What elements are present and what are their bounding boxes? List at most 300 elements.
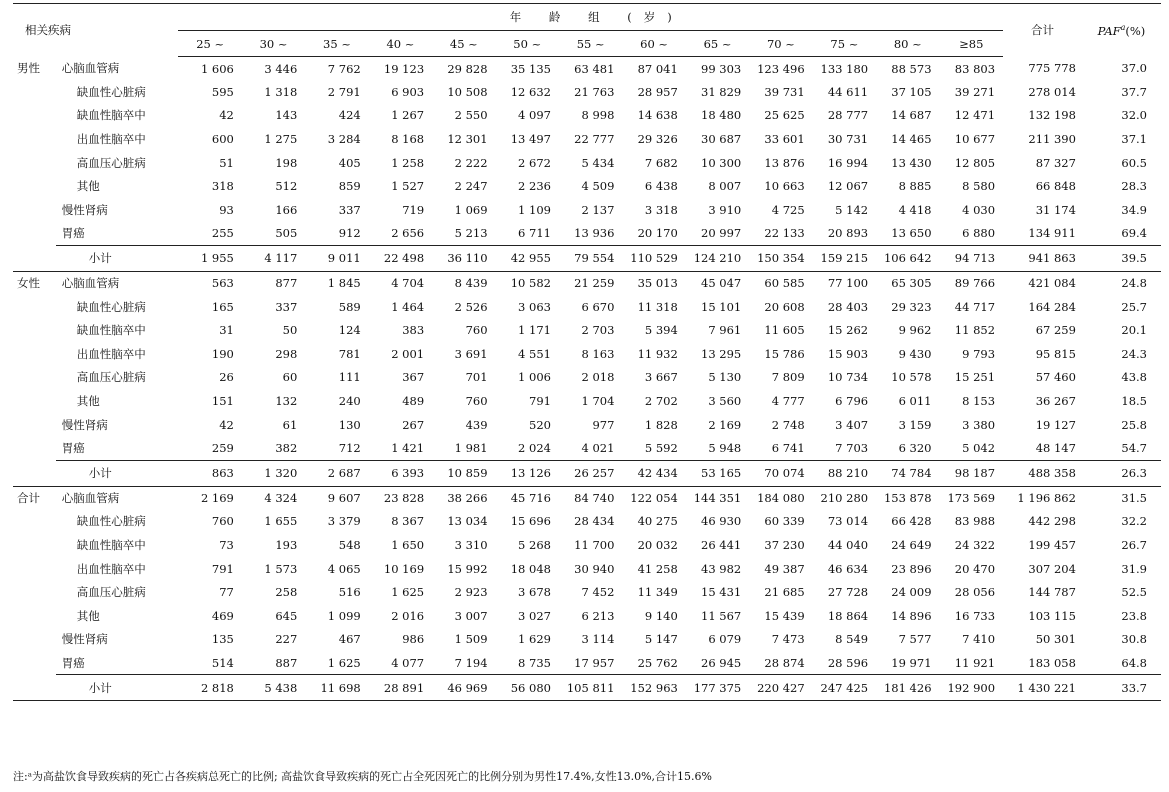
death-count-cell: 3 063 bbox=[518, 299, 551, 314]
table-footnote: 注:ᵃ为高盐饮食导致疾病的死亡占各疾病总死亡的比例; 高盐饮食导致疾病的死亡占全死因死亡的比例分别为男性17.4%,女性13.0%,合计15.6% bbox=[13, 770, 712, 783]
death-count-cell: 193 bbox=[275, 537, 298, 552]
death-count-cell: 5 394 bbox=[644, 323, 678, 338]
death-count-cell: 9 430 bbox=[898, 346, 932, 361]
death-count-cell: 1 845 bbox=[305, 271, 368, 295]
death-count-cell: 17 957 bbox=[574, 655, 615, 670]
table-row bbox=[13, 80, 1161, 104]
death-count-cell: 28 596 bbox=[827, 655, 869, 670]
paf-column-header bbox=[1082, 4, 1161, 57]
sex-cell-empty bbox=[13, 604, 56, 628]
subtotal-count-cell: 220 427 bbox=[749, 675, 812, 701]
death-count-cell: 25 625 bbox=[764, 108, 805, 123]
subtotal-label: 小计 bbox=[56, 460, 179, 486]
death-count-cell: 8 367 bbox=[391, 514, 425, 529]
disease-name: 缺血性心脏病 bbox=[76, 299, 146, 314]
sex-cell-empty bbox=[13, 413, 56, 437]
age-header-cell: 65 ~ bbox=[686, 31, 749, 57]
death-count-cell: 124 bbox=[338, 323, 361, 338]
subtotal-row bbox=[13, 675, 1161, 701]
death-count-cell: 3 446 bbox=[264, 61, 298, 76]
age-header-cell: 80 ~ bbox=[876, 31, 939, 57]
death-count-cell: 1 099 bbox=[327, 608, 361, 623]
death-count-cell: 912 bbox=[338, 226, 361, 241]
subtotal-count-cell: 11 698 bbox=[305, 675, 368, 701]
death-count-cell: 60 339 bbox=[764, 514, 805, 529]
death-count-cell: 1 629 bbox=[518, 632, 551, 647]
row-total-cell: 67 259 bbox=[1035, 323, 1076, 338]
paf-cell: 37.7 bbox=[1121, 84, 1147, 99]
death-count-cell: 760 bbox=[211, 514, 234, 529]
paf-cell: 25.7 bbox=[1121, 299, 1147, 314]
death-count-cell: 99 303 bbox=[701, 61, 742, 76]
disease-name: 心脑血管病 bbox=[56, 486, 179, 510]
subtotal-count-cell: 9 011 bbox=[305, 245, 368, 271]
death-count-cell: 5 147 bbox=[644, 632, 678, 647]
death-count-cell: 144 351 bbox=[686, 486, 749, 510]
death-count-cell: 4 704 bbox=[369, 271, 432, 295]
death-count-cell: 1 171 bbox=[518, 323, 551, 338]
death-count-cell: 2 016 bbox=[391, 608, 425, 623]
death-count-cell: 42 bbox=[219, 108, 234, 123]
subtotal-count-cell: 5 438 bbox=[242, 675, 305, 701]
death-count-cell: 88 573 bbox=[891, 61, 932, 76]
death-count-cell: 382 bbox=[275, 440, 298, 455]
disease-name: 其他 bbox=[76, 608, 100, 623]
death-count-cell: 21 763 bbox=[574, 84, 615, 99]
paf-cell: 31.9 bbox=[1121, 561, 1147, 576]
death-count-cell: 3 310 bbox=[454, 537, 488, 552]
subtotal-count-cell: 56 080 bbox=[496, 675, 559, 701]
death-count-cell: 45 047 bbox=[686, 271, 749, 295]
death-count-cell: 10 169 bbox=[383, 561, 425, 576]
paf-cell: 37.1 bbox=[1121, 132, 1147, 147]
death-count-cell: 8 007 bbox=[708, 179, 742, 194]
death-count-cell: 859 bbox=[338, 179, 361, 194]
subtotal-count-cell: 36 110 bbox=[432, 245, 495, 271]
table-row bbox=[13, 57, 1161, 81]
row-total-cell: 95 815 bbox=[1035, 346, 1076, 361]
death-count-cell: 190 bbox=[211, 346, 234, 361]
table-row bbox=[13, 604, 1161, 628]
death-count-cell: 6 670 bbox=[581, 299, 615, 314]
death-count-cell: 11 567 bbox=[701, 608, 742, 623]
paf-cell: 23.8 bbox=[1121, 608, 1147, 623]
death-count-cell: 548 bbox=[338, 537, 361, 552]
row-total-cell: 31 174 bbox=[1035, 202, 1076, 217]
death-count-cell: 12 067 bbox=[827, 179, 869, 194]
sex-cell-empty bbox=[13, 245, 56, 271]
death-count-cell: 383 bbox=[402, 323, 425, 338]
death-count-cell: 589 bbox=[338, 299, 361, 314]
death-count-cell: 8 885 bbox=[898, 179, 932, 194]
death-count-cell: 2 656 bbox=[391, 226, 425, 241]
death-count-cell: 439 bbox=[465, 417, 488, 432]
death-count-cell: 40 275 bbox=[637, 514, 678, 529]
death-count-cell: 2 137 bbox=[581, 202, 615, 217]
death-count-cell: 719 bbox=[402, 202, 425, 217]
death-count-cell: 701 bbox=[465, 370, 488, 385]
death-count-cell: 11 852 bbox=[954, 323, 996, 338]
subtotal-count-cell: 6 393 bbox=[369, 460, 432, 486]
death-count-cell: 28 434 bbox=[574, 514, 615, 529]
death-count-cell: 1 421 bbox=[391, 440, 425, 455]
death-count-cell: 512 bbox=[275, 179, 298, 194]
subtotal-count-cell: 94 713 bbox=[940, 245, 1004, 271]
disease-name: 高血压心脏病 bbox=[76, 155, 146, 170]
sex-cell-empty bbox=[13, 222, 56, 246]
death-count-cell: 28 403 bbox=[827, 299, 869, 314]
row-total-cell: 442 298 bbox=[1028, 514, 1076, 529]
death-count-cell: 4 324 bbox=[242, 486, 305, 510]
paf-cell: 69.4 bbox=[1121, 226, 1147, 241]
death-count-cell: 50 bbox=[282, 323, 298, 338]
death-count-cell: 61 bbox=[282, 417, 298, 432]
subtotal-count-cell: 26 257 bbox=[559, 460, 622, 486]
sex-cell-empty bbox=[13, 318, 56, 342]
sex-cell-empty bbox=[13, 389, 56, 413]
sex-cell-empty bbox=[13, 628, 56, 652]
death-count-cell: 15 262 bbox=[827, 323, 869, 338]
death-count-cell: 65 305 bbox=[876, 271, 939, 295]
death-count-cell: 49 387 bbox=[764, 561, 805, 576]
disease-name: 出血性脑卒中 bbox=[76, 346, 146, 361]
death-count-cell: 210 280 bbox=[813, 486, 876, 510]
death-count-cell: 259 bbox=[211, 440, 234, 455]
death-count-cell: 28 777 bbox=[827, 108, 869, 123]
death-count-cell: 3 910 bbox=[708, 202, 742, 217]
subtotal-count-cell: 4 117 bbox=[242, 245, 305, 271]
death-count-cell: 8 153 bbox=[962, 394, 996, 409]
subtotal-label: 小计 bbox=[56, 245, 179, 271]
subtotal-paf-cell: 33.7 bbox=[1082, 675, 1161, 701]
death-count-cell: 11 349 bbox=[637, 585, 678, 600]
table-row bbox=[13, 318, 1161, 342]
table-row bbox=[13, 151, 1161, 175]
death-count-cell: 73 014 bbox=[827, 514, 869, 529]
row-total-cell: 164 284 bbox=[1028, 299, 1076, 314]
death-count-cell: 24 322 bbox=[954, 537, 996, 552]
row-total-cell: 1 196 862 bbox=[1003, 486, 1082, 510]
death-count-cell: 35 135 bbox=[510, 61, 551, 76]
death-count-cell: 3 007 bbox=[454, 608, 488, 623]
subtotal-count-cell: 105 811 bbox=[559, 675, 622, 701]
table-row bbox=[13, 413, 1161, 437]
subtotal-count-cell: 192 900 bbox=[940, 675, 1004, 701]
death-count-cell: 10 578 bbox=[891, 370, 932, 385]
death-count-cell: 6 711 bbox=[518, 226, 551, 241]
sex-cell-empty bbox=[13, 436, 56, 460]
age-header-cell: 25 ~ bbox=[178, 31, 241, 57]
death-count-cell: 887 bbox=[275, 655, 298, 670]
sex-cell-empty bbox=[13, 295, 56, 319]
death-count-cell: 30 731 bbox=[827, 132, 869, 147]
sex-cell-empty bbox=[13, 510, 56, 534]
paf-cell: 34.9 bbox=[1121, 202, 1147, 217]
death-count-cell: 21 685 bbox=[764, 585, 805, 600]
death-count-cell: 2 236 bbox=[518, 179, 551, 194]
death-count-cell: 9 140 bbox=[644, 608, 678, 623]
subtotal-count-cell: 181 426 bbox=[876, 675, 939, 701]
row-total-cell: 211 390 bbox=[1028, 132, 1076, 147]
subtotal-count-cell: 124 210 bbox=[686, 245, 749, 271]
subtotal-count-cell: 2 687 bbox=[305, 460, 368, 486]
death-count-cell: 10 677 bbox=[954, 132, 996, 147]
subtotal-total-cell: 941 863 bbox=[1003, 245, 1082, 271]
death-count-cell: 6 079 bbox=[708, 632, 742, 647]
sex-cell-empty bbox=[13, 533, 56, 557]
death-count-cell: 337 bbox=[275, 299, 298, 314]
row-total-cell: 421 084 bbox=[1003, 271, 1082, 295]
death-count-cell: 15 251 bbox=[954, 370, 996, 385]
age-header-cell: ≥85 bbox=[940, 31, 1004, 57]
death-count-cell: 4 021 bbox=[581, 440, 615, 455]
death-count-cell: 791 bbox=[529, 394, 551, 409]
death-count-cell: 25 762 bbox=[637, 655, 678, 670]
paf-cell: 60.5 bbox=[1121, 155, 1147, 170]
paf-cell: 25.8 bbox=[1121, 417, 1147, 432]
death-count-cell: 15 992 bbox=[447, 561, 488, 576]
death-count-cell: 7 410 bbox=[962, 632, 996, 647]
death-count-cell: 27 728 bbox=[827, 585, 869, 600]
death-count-cell: 28 056 bbox=[954, 585, 996, 600]
death-count-cell: 5 130 bbox=[708, 370, 742, 385]
paf-cell: 64.8 bbox=[1121, 655, 1147, 670]
sex-cell-empty bbox=[13, 104, 56, 128]
death-count-cell: 28 874 bbox=[764, 655, 805, 670]
disease-name: 缺血性脑卒中 bbox=[76, 537, 146, 552]
death-count-cell: 20 032 bbox=[637, 537, 678, 552]
death-count-cell: 1 069 bbox=[454, 202, 488, 217]
death-count-cell: 12 632 bbox=[510, 84, 551, 99]
table-row bbox=[13, 580, 1161, 604]
death-count-cell: 133 180 bbox=[820, 61, 869, 76]
subtotal-count-cell: 28 891 bbox=[369, 675, 432, 701]
death-count-cell: 21 259 bbox=[559, 271, 622, 295]
death-count-cell: 41 258 bbox=[637, 561, 678, 576]
row-total-cell: 19 127 bbox=[1035, 417, 1076, 432]
subtotal-count-cell: 53 165 bbox=[686, 460, 749, 486]
table-row bbox=[13, 127, 1161, 151]
death-count-cell: 1 509 bbox=[454, 632, 488, 647]
death-count-cell: 11 605 bbox=[764, 323, 805, 338]
death-count-cell: 5 213 bbox=[454, 226, 488, 241]
disease-name: 慢性肾病 bbox=[61, 202, 108, 217]
death-count-cell: 122 054 bbox=[622, 486, 685, 510]
death-count-cell: 13 295 bbox=[701, 346, 742, 361]
sex-cell-empty bbox=[13, 557, 56, 581]
death-count-cell: 24 649 bbox=[891, 537, 932, 552]
sex-cell-empty bbox=[13, 460, 56, 486]
age-header-cell: 60 ~ bbox=[622, 31, 685, 57]
death-count-cell: 46 930 bbox=[701, 514, 742, 529]
death-count-cell: 467 bbox=[338, 632, 361, 647]
sex-cell-empty bbox=[13, 342, 56, 366]
death-count-cell: 111 bbox=[338, 370, 361, 385]
table-row bbox=[13, 295, 1161, 319]
death-count-cell: 2 791 bbox=[327, 84, 361, 99]
death-count-cell: 19 971 bbox=[891, 655, 932, 670]
subtotal-count-cell: 2 818 bbox=[178, 675, 241, 701]
subtotal-paf-cell: 26.3 bbox=[1082, 460, 1161, 486]
death-count-cell: 11 921 bbox=[954, 655, 996, 670]
disease-name: 缺血性脑卒中 bbox=[76, 323, 146, 338]
paf-superscript: a bbox=[1120, 22, 1126, 32]
death-count-cell: 240 bbox=[338, 394, 361, 409]
death-count-cell: 9 793 bbox=[962, 346, 996, 361]
death-count-cell: 30 687 bbox=[701, 132, 742, 147]
death-count-cell: 12 301 bbox=[447, 132, 488, 147]
subtotal-count-cell: 1 320 bbox=[242, 460, 305, 486]
death-count-cell: 1 318 bbox=[264, 84, 298, 99]
death-count-cell: 14 896 bbox=[891, 608, 932, 623]
death-count-cell: 2 018 bbox=[581, 370, 615, 385]
death-count-cell: 13 497 bbox=[510, 132, 551, 147]
death-count-cell: 10 300 bbox=[701, 155, 742, 170]
death-count-cell: 173 569 bbox=[940, 486, 1004, 510]
sex-cell-empty bbox=[13, 151, 56, 175]
death-count-cell: 1 275 bbox=[264, 132, 298, 147]
death-count-cell: 367 bbox=[402, 370, 425, 385]
paf-cell: 54.7 bbox=[1121, 440, 1147, 455]
paf-cell: 52.5 bbox=[1121, 585, 1147, 600]
death-count-cell: 1 573 bbox=[264, 561, 298, 576]
subtotal-count-cell: 88 210 bbox=[813, 460, 876, 486]
subtotal-count-cell: 150 354 bbox=[749, 245, 812, 271]
subtotal-count-cell: 79 554 bbox=[559, 245, 622, 271]
table-row bbox=[13, 389, 1161, 413]
death-count-cell: 44 611 bbox=[827, 84, 869, 99]
death-count-cell: 986 bbox=[402, 632, 425, 647]
sex-cell-empty bbox=[13, 366, 56, 390]
subtotal-count-cell: 70 074 bbox=[749, 460, 812, 486]
death-count-cell: 44 040 bbox=[827, 537, 869, 552]
death-count-cell: 2 247 bbox=[454, 179, 488, 194]
death-count-cell: 4 725 bbox=[771, 202, 805, 217]
subtotal-count-cell: 177 375 bbox=[686, 675, 749, 701]
table-header-row bbox=[13, 4, 1161, 31]
death-count-cell: 8 580 bbox=[962, 179, 996, 194]
disease-name: 慢性肾病 bbox=[61, 417, 108, 432]
death-count-cell: 3 379 bbox=[327, 514, 361, 529]
death-count-cell: 84 740 bbox=[559, 486, 622, 510]
paf-cell: 32.0 bbox=[1121, 108, 1147, 123]
table-row bbox=[13, 366, 1161, 390]
death-count-cell: 39 731 bbox=[764, 84, 805, 99]
death-count-cell: 2 024 bbox=[518, 440, 551, 455]
age-header-cell: 50 ~ bbox=[496, 31, 559, 57]
paf-cell: 37.0 bbox=[1121, 61, 1147, 76]
death-count-cell: 7 452 bbox=[581, 585, 615, 600]
death-count-cell: 24 009 bbox=[891, 585, 932, 600]
disease-name: 高血压心脏病 bbox=[76, 585, 146, 600]
subtotal-count-cell: 46 969 bbox=[432, 675, 495, 701]
death-count-cell: 1 655 bbox=[264, 514, 298, 529]
death-count-cell: 11 932 bbox=[637, 346, 678, 361]
death-count-cell: 5 434 bbox=[581, 155, 615, 170]
sex-cell-empty bbox=[13, 198, 56, 222]
subtotal-paf-cell: 39.5 bbox=[1082, 245, 1161, 271]
death-count-cell: 600 bbox=[211, 132, 234, 147]
disease-name: 缺血性心脏病 bbox=[76, 514, 146, 529]
death-count-cell: 9 962 bbox=[898, 323, 932, 338]
age-header-cell: 45 ~ bbox=[432, 31, 495, 57]
death-count-cell: 18 864 bbox=[827, 608, 869, 623]
death-count-cell: 38 266 bbox=[432, 486, 495, 510]
table-row bbox=[13, 557, 1161, 581]
death-count-cell: 8 163 bbox=[581, 346, 615, 361]
paf-cell: 43.8 bbox=[1121, 370, 1147, 385]
death-count-cell: 8 735 bbox=[518, 655, 551, 670]
sex-cell-empty bbox=[13, 580, 56, 604]
death-count-cell: 15 431 bbox=[701, 585, 742, 600]
subtotal-total-cell: 488 358 bbox=[1003, 460, 1082, 486]
death-count-cell: 14 465 bbox=[891, 132, 932, 147]
age-header-cell: 35 ~ bbox=[305, 31, 368, 57]
death-count-cell: 5 142 bbox=[835, 202, 869, 217]
death-count-cell: 165 bbox=[211, 299, 234, 314]
death-count-cell: 1 625 bbox=[391, 585, 425, 600]
death-count-cell: 4 077 bbox=[391, 655, 425, 670]
disease-name: 出血性脑卒中 bbox=[76, 132, 146, 147]
death-count-cell: 760 bbox=[465, 394, 488, 409]
table-row bbox=[13, 104, 1161, 128]
row-total-cell: 134 911 bbox=[1028, 226, 1076, 241]
subtotal-count-cell: 1 955 bbox=[178, 245, 241, 271]
death-count-cell: 7 703 bbox=[835, 440, 869, 455]
death-count-cell: 10 508 bbox=[447, 84, 488, 99]
death-count-cell: 14 638 bbox=[637, 108, 678, 123]
death-count-cell: 5 592 bbox=[644, 440, 678, 455]
death-count-cell: 1 109 bbox=[518, 202, 551, 217]
death-count-cell: 8 998 bbox=[581, 108, 615, 123]
death-count-cell: 15 786 bbox=[764, 346, 805, 361]
death-count-cell: 267 bbox=[402, 417, 425, 432]
death-count-cell: 4 551 bbox=[518, 346, 551, 361]
death-count-cell: 3 407 bbox=[835, 417, 869, 432]
death-count-cell: 13 430 bbox=[891, 155, 932, 170]
death-count-cell: 29 323 bbox=[891, 299, 932, 314]
death-count-cell: 13 936 bbox=[574, 226, 615, 241]
paf-label: PAF bbox=[1097, 23, 1121, 38]
death-count-cell: 66 428 bbox=[891, 514, 932, 529]
subtotal-count-cell: 98 187 bbox=[940, 460, 1004, 486]
death-count-cell: 31 bbox=[219, 323, 234, 338]
death-count-cell: 4 030 bbox=[962, 202, 996, 217]
death-count-cell: 469 bbox=[211, 608, 234, 623]
death-count-cell: 298 bbox=[275, 346, 298, 361]
table-row bbox=[13, 222, 1161, 246]
death-count-cell: 1 267 bbox=[391, 108, 425, 123]
row-total-cell: 132 198 bbox=[1028, 108, 1076, 123]
disease-name: 缺血性脑卒中 bbox=[76, 108, 146, 123]
death-count-cell: 28 957 bbox=[637, 84, 678, 99]
subtotal-count-cell: 10 859 bbox=[432, 460, 495, 486]
death-count-cell: 60 bbox=[282, 370, 298, 385]
age-header-cell: 40 ~ bbox=[369, 31, 432, 57]
row-total-cell: 144 787 bbox=[1028, 585, 1076, 600]
death-count-cell: 6 011 bbox=[898, 394, 932, 409]
age-group-header: 年 龄 组 (岁) bbox=[178, 4, 1003, 31]
death-count-cell: 93 bbox=[219, 202, 234, 217]
death-count-cell: 3 691 bbox=[454, 346, 488, 361]
death-count-cell: 29 828 bbox=[447, 61, 488, 76]
death-count-cell: 14 687 bbox=[891, 108, 932, 123]
death-count-cell: 10 582 bbox=[496, 271, 559, 295]
death-count-cell: 11 318 bbox=[637, 299, 678, 314]
death-count-cell: 43 982 bbox=[701, 561, 742, 576]
death-count-cell: 9 607 bbox=[305, 486, 368, 510]
disease-column-header: 相关疾病 bbox=[13, 4, 178, 57]
